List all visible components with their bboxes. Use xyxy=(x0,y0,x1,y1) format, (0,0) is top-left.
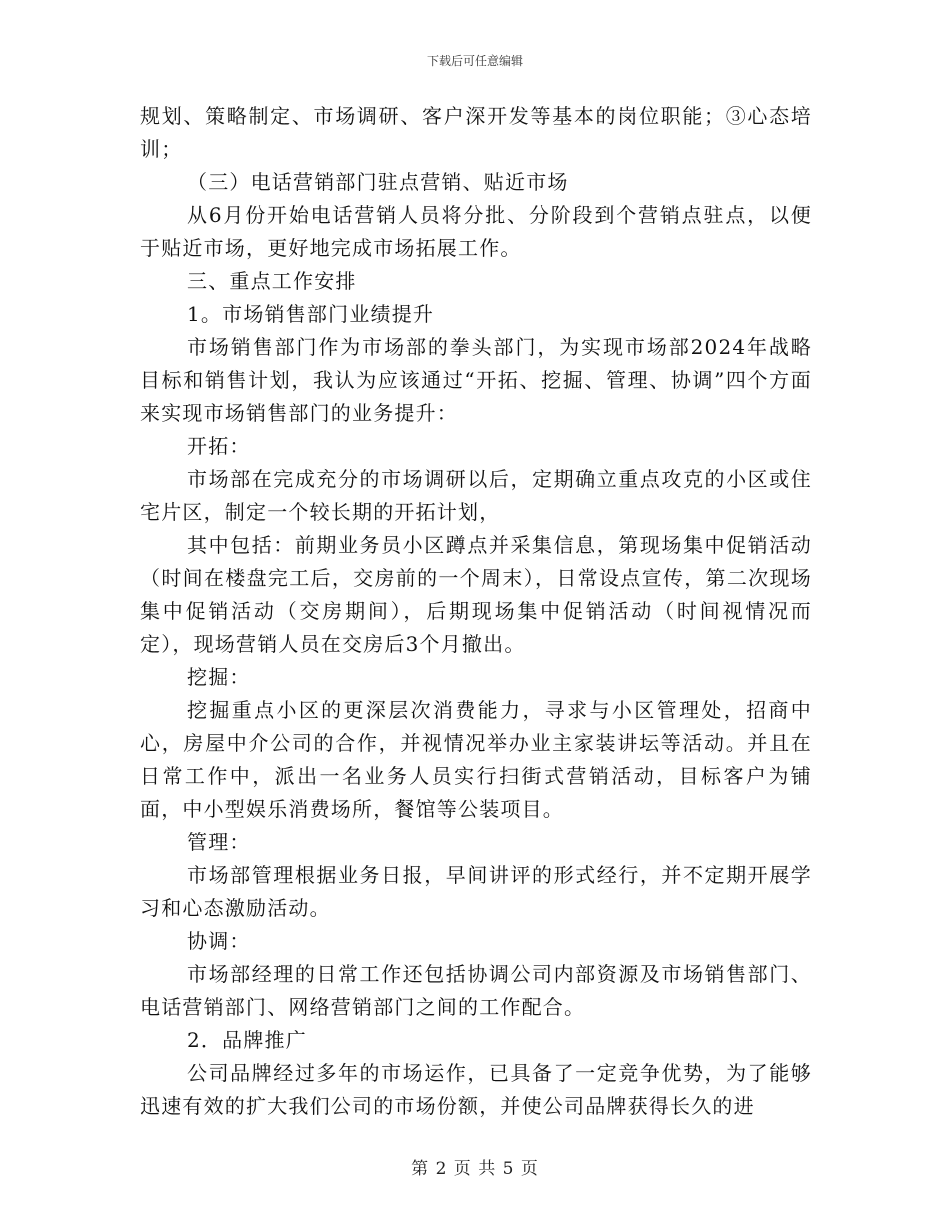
section-heading: （三）电话营销部门驻点营销、贴近市场 xyxy=(187,170,569,194)
paragraph: 其中包括：前期业务员小区蹲点并采集信息，第现场集中促销活动（时间在楼盘完工后，交房前的一个周末），日常设点宣传，第二次现场集中促销活动（交房期间），后期现场集中促销活动（时间视情况而定），现场营销人员在交房后3个月撤出。 xyxy=(140,533,812,656)
paragraph: 市场部在完成充分的市场调研以后，定期确立重点攻克的小区或住宅片区，制定一个较长期的开拓计划， xyxy=(140,467,812,524)
subsection-heading: 2．品牌推广 xyxy=(187,1028,307,1052)
paragraph: 市场销售部门作为市场部的拳头部门，为实现市场部2024年战略目标和销售计划，我认为应该通过“开拓、挖掘、管理、协调”四个方面来实现市场销售部门的业务提升： xyxy=(140,335,812,425)
item-label: 管理： xyxy=(187,830,251,854)
subsection-heading: 1。市场销售部门业绩提升 xyxy=(187,302,435,326)
section-heading: 三、重点工作安排 xyxy=(187,269,357,293)
paragraph: 规划、策略制定、市场调研、客户深开发等基本的岗位职能；③心态培训； xyxy=(140,104,812,161)
paragraph: 市场部管理根据业务日报，早间讲评的形式经行，并不定期开展学习和心态激励活动。 xyxy=(140,863,812,920)
paragraph: 挖掘重点小区的更深层次消费能力，寻求与小区管理处，招商中心，房屋中介公司的合作，并视情况举办业主家装讲坛等活动。并且在日常工作中，派出一名业务人员实行扫街式营销活动，目标客户为铺面，中小型娱乐消费场所，餐馆等公装项目。 xyxy=(140,698,812,821)
item-label: 协调： xyxy=(187,929,251,953)
page-header: 下载后可任意编辑 xyxy=(426,54,523,68)
page-footer: 第 2 页 共 5 页 xyxy=(411,1159,539,1179)
document-body xyxy=(140,100,812,1123)
paragraph: 市场部经理的日常工作还包括协调公司内部资源及市场销售部门、电话营销部门、网络营销部门之间的工作配合。 xyxy=(140,962,812,1019)
paragraph: 公司品牌经过多年的市场运作，已具备了一定竞争优势，为了能够迅速有效的扩大我们公司的市场份额，并使公司品牌获得长久的进 xyxy=(140,1061,812,1118)
item-label: 挖掘： xyxy=(187,665,251,689)
paragraph: 从6月份开始电话营销人员将分批、分阶段到个营销点驻点，以便于贴近市场，更好地完成市场拓展工作。 xyxy=(140,203,812,260)
item-label: 开拓： xyxy=(187,434,251,458)
